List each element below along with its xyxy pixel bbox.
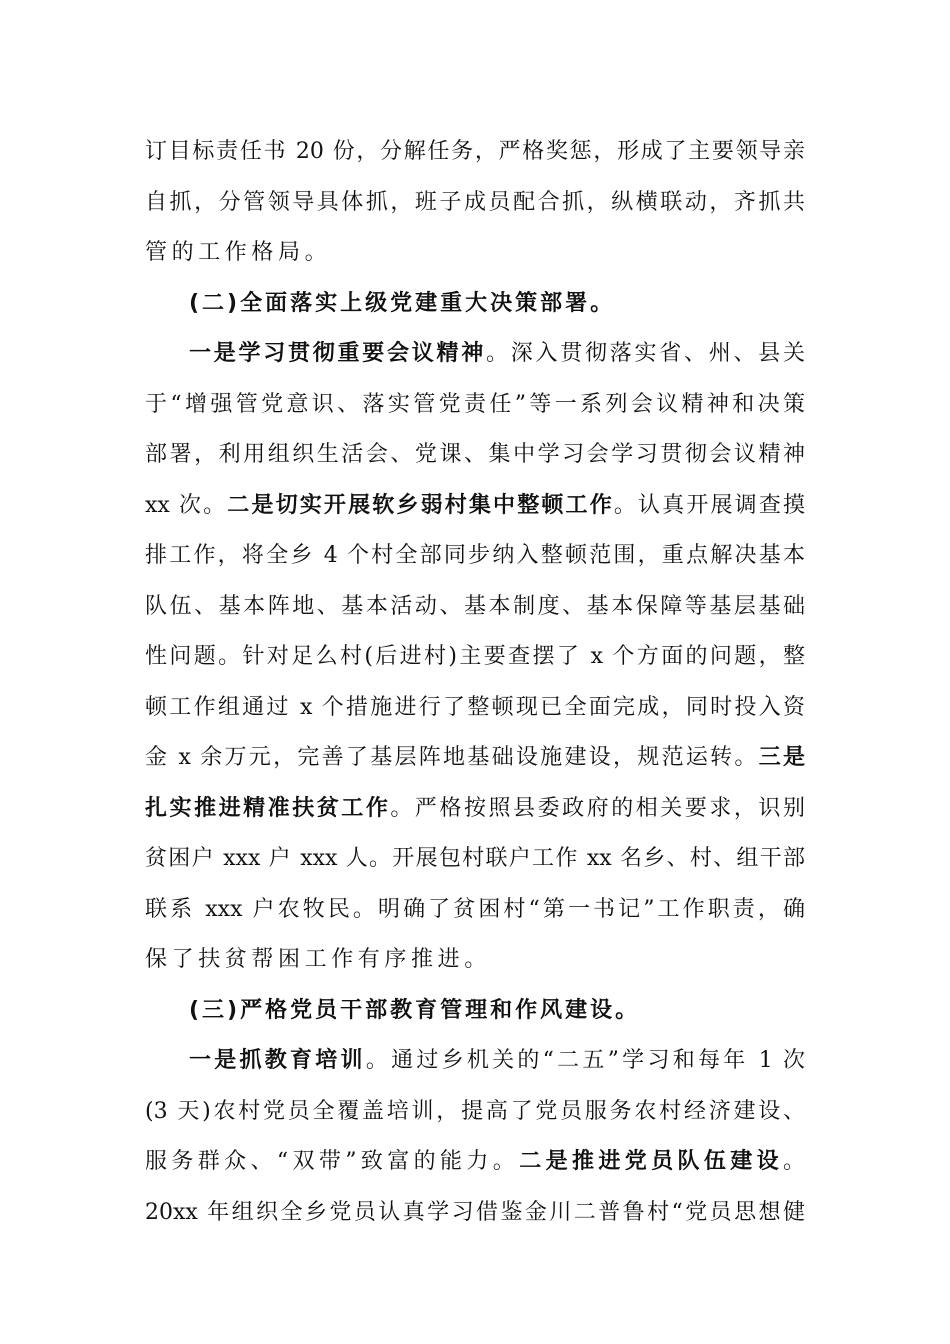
paragraph-line bbox=[145, 683, 805, 734]
text-run: 于“增强管党意识、落实管党责任”等一系列会议精神和决策 bbox=[145, 391, 805, 417]
paragraph-line bbox=[145, 178, 805, 229]
text-run: 。深入贯彻落实省、州、县关 bbox=[486, 341, 805, 366]
paragraph-line bbox=[145, 329, 805, 380]
paragraph-line bbox=[145, 430, 805, 481]
paragraph-line bbox=[145, 1087, 805, 1138]
paragraph-line bbox=[145, 1188, 805, 1239]
paragraph-line bbox=[145, 127, 805, 178]
text-run: 保了扶贫帮困工作有序推进。 bbox=[145, 947, 491, 972]
paragraph-line bbox=[145, 228, 805, 279]
text-run: 贫困户 xxx 户 xxx 人。开展包村联户工作 xx 名乡、村、组干部 bbox=[145, 846, 805, 871]
text-run: 20xx 年组织全乡党员认真学习借鉴金川二普鲁村“党员思想健 bbox=[145, 1199, 805, 1225]
paragraph-line bbox=[145, 784, 805, 835]
text-run: xx 次。 bbox=[145, 492, 228, 518]
bold-run: 一是学习贯彻重要会议精神 bbox=[189, 341, 486, 366]
body-text bbox=[145, 127, 805, 1238]
section-heading-2 bbox=[145, 279, 805, 330]
paragraph-line bbox=[145, 935, 805, 986]
paragraph-line bbox=[145, 1137, 805, 1188]
heading-text: (二)全面落实上级党建重大决策部署。 bbox=[189, 290, 616, 316]
text-run: 。认真开展调查摸 bbox=[613, 492, 805, 518]
text-run: (3 天)农村党员全覆盖培训，提高了党员服务农村经济建设、 bbox=[145, 1098, 805, 1124]
bold-run: 扎实推进精准扶贫工作 bbox=[145, 795, 391, 821]
paragraph-line bbox=[145, 632, 805, 683]
text-run: 队伍、基本阵地、基本活动、基本制度、基本保障等基层基础 bbox=[145, 593, 805, 619]
bold-run: 二是切实开展软乡弱村集中整顿工作 bbox=[227, 492, 614, 518]
bold-run: 三是 bbox=[758, 745, 805, 770]
paragraph-line bbox=[145, 531, 805, 582]
text-run: 管的工作格局。 bbox=[145, 240, 332, 265]
text-run: 。严格按照县委政府的相关要求，识别 bbox=[390, 795, 805, 821]
text-run: 排工作，将全乡 4 个村全部同步纳入整顿范围，重点解决基本 bbox=[145, 543, 805, 568]
text-run: 联系 xxx 户农牧民。明确了贫困村“第一书记”工作职责，确 bbox=[145, 896, 805, 922]
text-run: 部署，利用组织生活会、党课、集中学习会学习贯彻会议精神 bbox=[145, 442, 805, 467]
paragraph-line bbox=[145, 733, 805, 784]
text-run: 。通过乡机关的“二五”学习和每年 1 次 bbox=[365, 1048, 805, 1073]
bold-run: 一是抓教育培训 bbox=[189, 1048, 366, 1073]
text-run: 自抓，分管领导具体抓，班子成员配合抓，纵横联动，齐抓共 bbox=[145, 189, 805, 215]
section-heading-3 bbox=[145, 986, 805, 1037]
paragraph-line bbox=[145, 1036, 805, 1087]
paragraph-line bbox=[145, 885, 805, 936]
heading-text: (三)严格党员干部教育管理和作风建设。 bbox=[189, 997, 641, 1023]
bold-run: 二是推进党员队伍建设 bbox=[519, 1149, 783, 1174]
paragraph-line bbox=[145, 380, 805, 431]
paragraph-line bbox=[145, 834, 805, 885]
text-run: 服务群众、“双带”致富的能力。 bbox=[145, 1149, 520, 1174]
text-run: 顿工作组通过 x 个措施进行了整顿现已全面完成，同时投入资 bbox=[145, 694, 805, 720]
text-run: 。 bbox=[782, 1149, 805, 1174]
text-run: 订目标责任书 20 份，分解任务，严格奖惩，形成了主要领导亲 bbox=[145, 139, 805, 164]
paragraph-line bbox=[145, 481, 805, 532]
paragraph-line bbox=[145, 582, 805, 633]
text-run: 性问题。针对足么村(后进村)主要查摆了 x 个方面的问题，整 bbox=[145, 644, 805, 669]
text-run: 金 x 余万元，完善了基层阵地基础设施建设，规范运转。 bbox=[145, 745, 759, 770]
